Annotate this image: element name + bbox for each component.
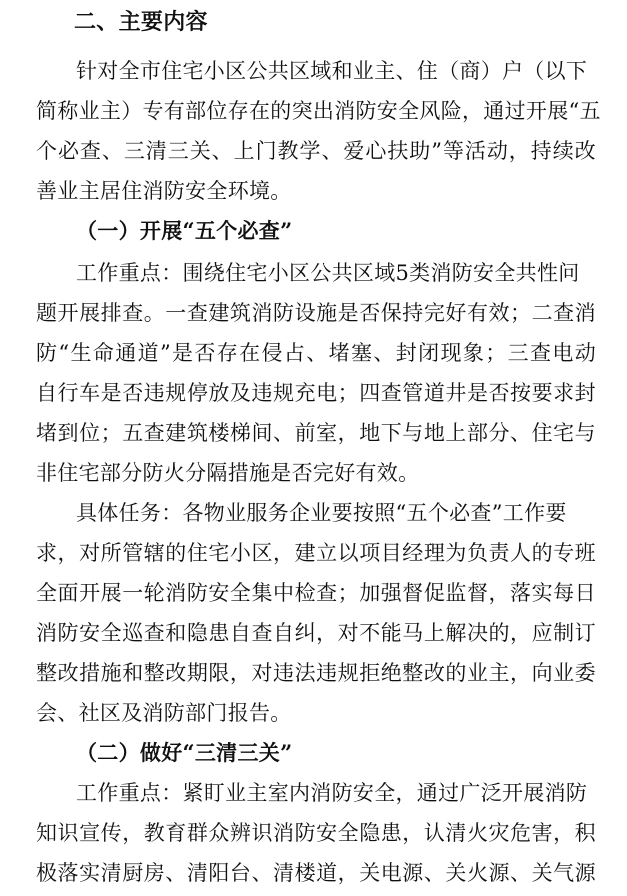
paragraph-line: 整改措施和整改期限，对违法违规拒绝整改的业主，向业委 <box>36 661 596 685</box>
paragraph-line: 善业主居住消防安全环境。 <box>36 179 292 203</box>
paragraph-line: 自行车是否违规停放及违规充电；四查管道井是否按要求封 <box>36 381 596 405</box>
paragraph-line: 全面开展一轮消防安全集中检查；加强督促监督，落实每日 <box>36 581 596 605</box>
subsection-heading: （一）开展“五个必查” <box>76 218 293 243</box>
paragraph-line: 题开展排查。一查建筑消防设施是否保持完好有效；二查消 <box>36 301 596 325</box>
section-heading: 二、主要内容 <box>74 10 208 35</box>
paragraph-line: 知识宣传，教育群众辨识消防安全隐患，认清火灾危害，积 <box>36 821 596 845</box>
paragraph-line: 非住宅部分防火分隔措施是否完好有效。 <box>36 461 420 485</box>
paragraph-line: 防“生命通道”是否存在侵占、堵塞、封闭现象；三查电动 <box>36 341 596 365</box>
paragraph-line: 消防安全巡查和隐患自查自纠，对不能马上解决的，应制订 <box>36 621 596 645</box>
subsection-heading: （二）做好“三清三关” <box>76 740 293 765</box>
paragraph-line: 工作重点：围绕住宅小区公共区域5类消防安全共性问 <box>76 261 580 285</box>
paragraph-line: 简称业主）专有部位存在的突出消防安全风险，通过开展“五 <box>36 99 601 123</box>
paragraph-line: 工作重点：紧盯业主室内消防安全，通过广泛开展消防 <box>76 781 588 805</box>
paragraph-line: 个必查、三清三关、上门教学、爱心扶助”等活动，持续改 <box>36 139 596 163</box>
paragraph-line: 针对全市住宅小区公共区域和业主、住（商）户（以下 <box>76 59 588 83</box>
paragraph-line: 具体任务：各物业服务企业要按照“五个必查”工作要 <box>76 501 567 525</box>
paragraph-line: 求，对所管辖的住宅小区，建立以项目经理为负责人的专班 <box>36 541 596 565</box>
paragraph-line: 会、社区及消防部门报告。 <box>36 701 292 725</box>
paragraph-line: 堵到位；五查建筑楼梯间、前室，地下与地上部分、住宅与 <box>36 421 596 445</box>
paragraph-line: 极落实清厨房、清阳台、清楼道，关电源、关火源、关气源 <box>36 861 596 885</box>
